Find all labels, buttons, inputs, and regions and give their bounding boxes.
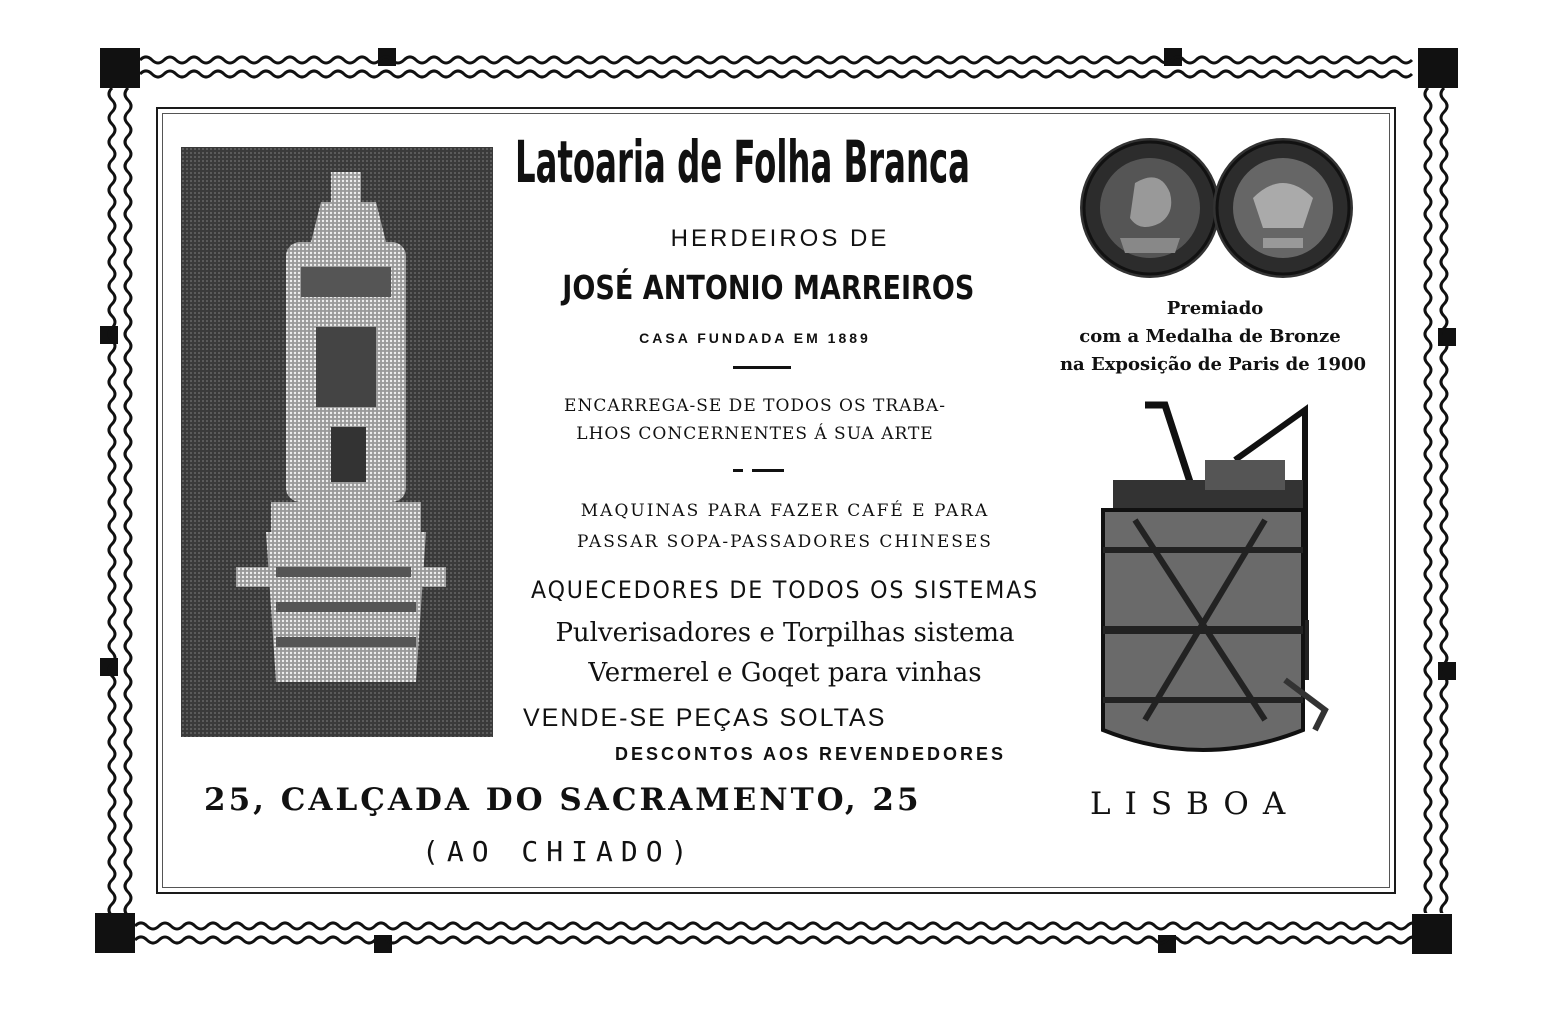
heaters-line: AQUECEDORES DE TODOS OS SISTEMAS bbox=[531, 576, 1039, 604]
machines-line-2: PASSAR SOPA-PASSADORES CHINESES bbox=[577, 532, 993, 552]
sprayer-illustration bbox=[1085, 400, 1345, 770]
medal-front-icon bbox=[1080, 138, 1220, 278]
coffee-machine-illustration bbox=[181, 147, 493, 737]
coffee-machine-icon bbox=[181, 147, 493, 737]
wavy-border-top bbox=[140, 52, 1418, 82]
city-line: LISBOA bbox=[1090, 786, 1300, 822]
medal-back-icon bbox=[1213, 138, 1353, 278]
corner-ornament-bottom-left bbox=[95, 913, 135, 953]
wavy-border-bottom bbox=[135, 918, 1413, 948]
shop-title: Latoaria de Folha Branca bbox=[515, 128, 971, 196]
award-line-2: com a Medalha de Bronze bbox=[1079, 326, 1341, 347]
corner-ornament-top-right bbox=[1418, 48, 1458, 88]
sprayer-pump-icon bbox=[1085, 400, 1345, 770]
heirs-line: HERDEIROS DE bbox=[670, 225, 890, 252]
services-line-1: ENCARREGA-SE DE TODOS OS TRABA- bbox=[564, 396, 946, 416]
discounts-line: DESCONTOS AOS REVENDEDORES bbox=[615, 744, 1007, 764]
sprayers-line-2: Vermerel e Goqet para vinhas bbox=[588, 658, 982, 688]
divider-1 bbox=[733, 366, 791, 369]
neighborhood-line: (AO CHIADO) bbox=[422, 835, 696, 868]
corner-ornament-top-left bbox=[100, 48, 140, 88]
wavy-border-left bbox=[104, 88, 138, 913]
wavy-border-right bbox=[1420, 88, 1454, 913]
owner-name: JOSÉ ANTONIO MARREIROS bbox=[562, 268, 975, 307]
award-line-3: na Exposição de Paris de 1900 bbox=[1059, 354, 1367, 375]
address-line: 25, CALÇADA DO SACRAMENTO, 25 bbox=[204, 782, 922, 818]
award-line-1: Premiado bbox=[1166, 298, 1264, 319]
divider-3 bbox=[752, 469, 784, 472]
divider-2 bbox=[733, 469, 743, 472]
parts-line: VENDE-SE PEÇAS SOLTAS bbox=[523, 704, 887, 732]
services-line-2: LHOS CONCERNENTES Á SUA ARTE bbox=[576, 424, 934, 444]
corner-ornament-bottom-right bbox=[1412, 914, 1452, 954]
founded-line: CASA FUNDADA EM 1889 bbox=[639, 330, 871, 346]
sprayers-line-1: Pulverisadores e Torpilhas sistema bbox=[555, 618, 1015, 648]
machines-line-1: MAQUINAS PARA FAZER CAFÉ E PARA bbox=[580, 501, 990, 521]
